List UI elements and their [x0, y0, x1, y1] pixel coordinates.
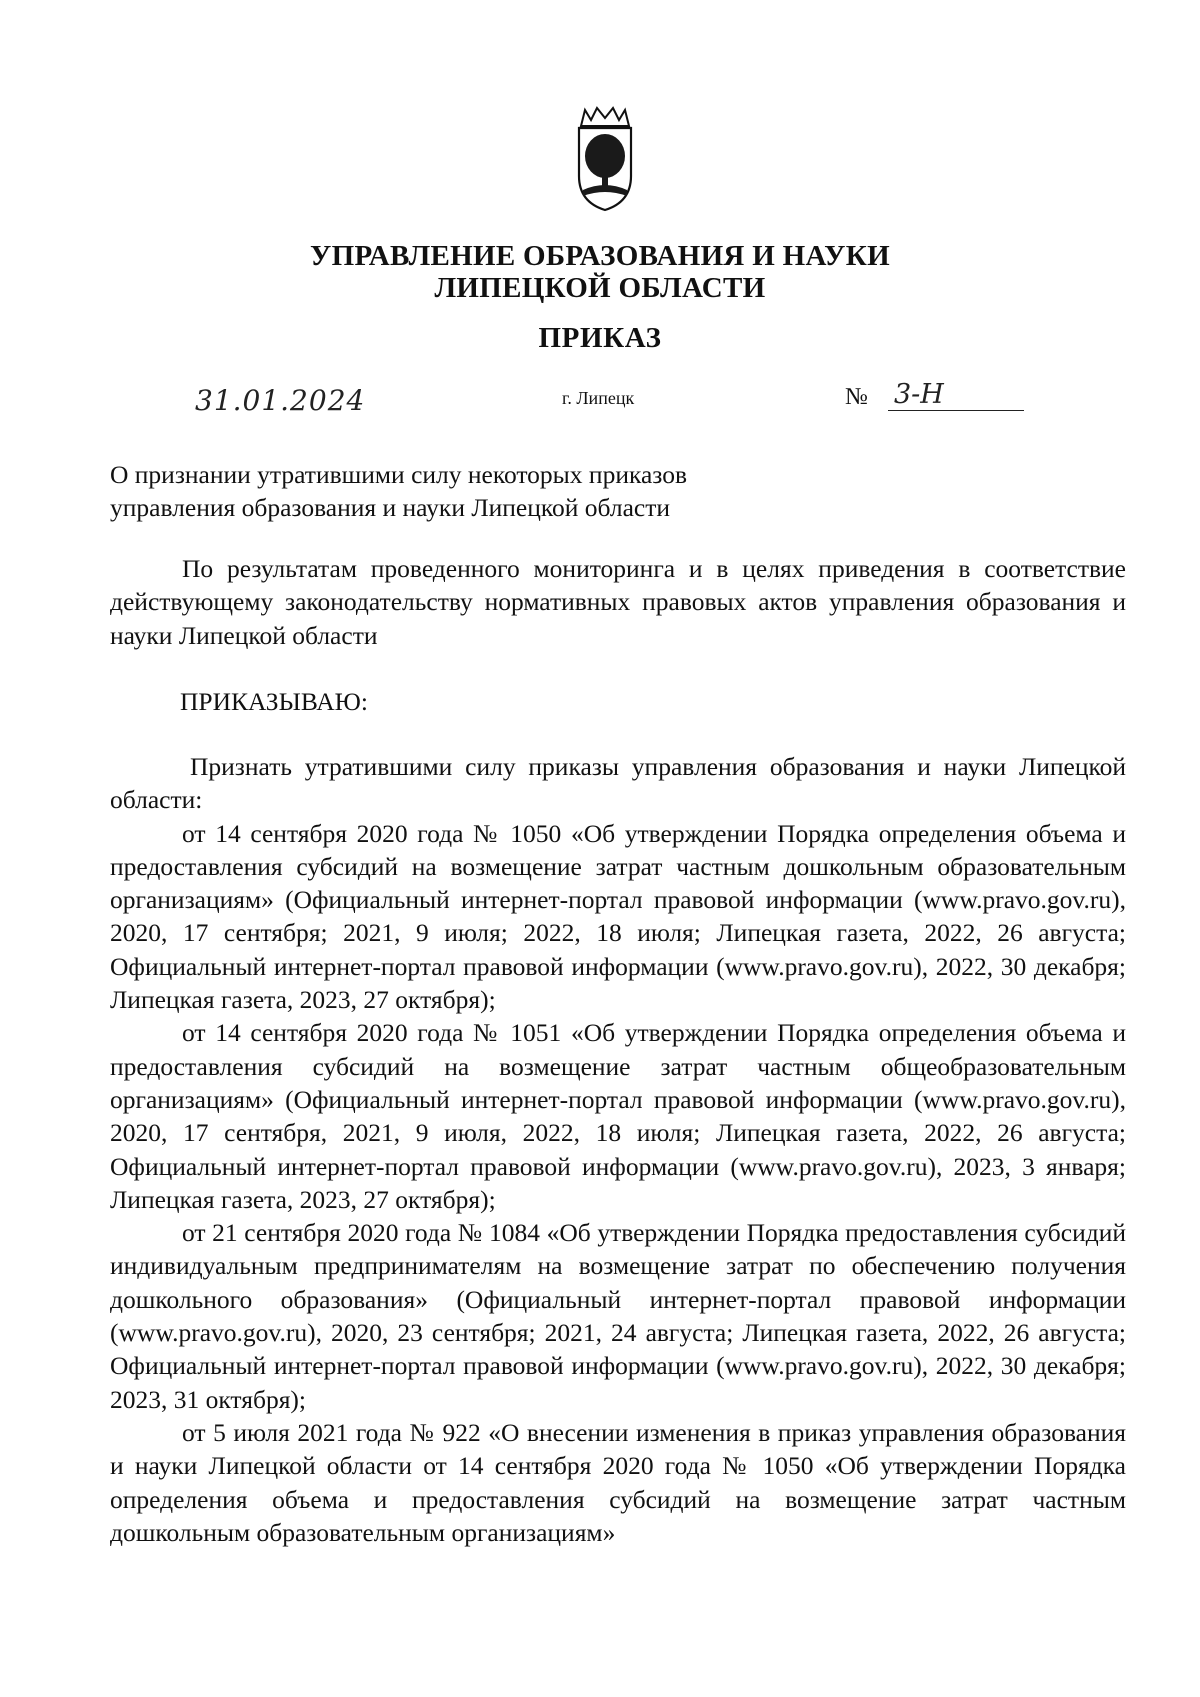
organization-name-line1: УПРАВЛЕНИЕ ОБРАЗОВАНИЯ И НАУКИ [310, 240, 890, 272]
document-number: 3-Н [888, 380, 1024, 411]
subject-line2: управления образования и науки Липецкой области [110, 493, 671, 522]
document-subject [110, 458, 687, 524]
subject-line1: О признании утратившими силу некоторых приказов [110, 460, 687, 489]
list-item: от 14 сентября 2020 года № 1051 «Об утверждении Порядка определения объема и предоставления субсидий на возмещение затрат частным общеобразовательным организациям» (Официальный интернет-портал правовой информации (www.pravo.gov.ru), 2020, 17 сентября, 2021, 9 июля, 2022, 18 июля; Липецкая газета, 2022, 26 августа; Официальный интернет-портал правовой информации (www.pravo.gov.ru), 2023, 3 января; Липецкая газета, 2023, 27 октября); [110, 1018, 1126, 1214]
main-section [110, 750, 1126, 1549]
list-item: от 21 сентября 2020 года № 1084 «Об утверждении Порядка предоставления субсидий индивидуальным предпринимателям на возмещение затрат по обеспечению получения дошкольного образования» (Официальный интернет-портал правовой информации (www.pravo.gov.ru), 2020, 23 сентября; 2021, 24 августа; Липецкая газета, 2022, 26 августа; Официальный интернет-портал правовой информации (www.pravo.gov.ru), 2022, 30 декабря; 2023, 31 октября); [110, 1218, 1126, 1414]
document-date: 31.01.2024 [195, 384, 366, 417]
document-city: г. Липецк [562, 388, 635, 408]
intro-section [110, 552, 1126, 652]
list-item: от 14 сентября 2020 года № 1050 «Об утверждении Порядка определения объема и предоставления субсидий на возмещение затрат частным дошкольным образовательным организациям» (Официальный интернет-портал правовой информации (www.pravo.gov.ru), 2020, 17 сентября; 2021, 9 июля; 2022, 18 июля; Липецкая газета, 2022, 26 августа; Официальный интернет-портал правовой информации (www.pravo.gov.ru), 2022, 30 декабря; Липецкая газета, 2023, 27 октября); [110, 818, 1126, 1015]
intro-paragraph: По результатам проведенного мониторинга и в целях приведения в соответствие действующему законодательству нормативных правовых актов управления образования и науки Липецкой области [110, 554, 1126, 650]
list-item: от 5 июля 2021 года № 922 «О внесении изменения в приказ управления образования и науки Липецкой области от 14 сентября 2020 года № 1050 «Об утверждении Порядка определения объема и предоставления субсидий на возмещение затрат частным дошкольным образовательным организациям» [110, 1417, 1126, 1547]
document-type: ПРИКАЗ [538, 322, 662, 354]
coat-of-arms-icon [571, 106, 639, 214]
order-word: ПРИКАЗЫВАЮ: [180, 687, 368, 716]
organization-name-line2: ЛИПЕЦКОЙ ОБЛАСТИ [434, 272, 766, 304]
number-sign: № [845, 384, 868, 410]
lead-paragraph: Признать утратившими силу приказы управления образования и науки Липецкой области: [110, 752, 1126, 815]
